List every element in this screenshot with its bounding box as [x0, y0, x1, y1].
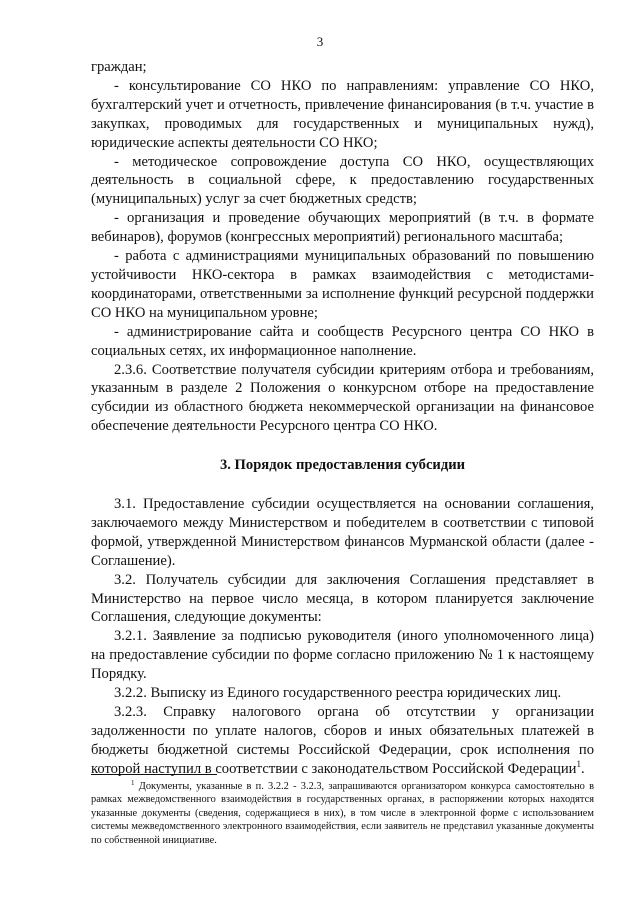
paragraph-3-2-3-text: 3.2.3. Справку налогового органа об отсутствии у организации задолженности по уплате налогов, сборов и иных обязательных платежей в бюджеты бюджетной системы Российской Федерации, срок исполнения по которой наступил в соответствии с законодательством Российской Федерации	[91, 704, 594, 777]
list-item-methodical-support: - методическое сопровождение доступа СО НКО, осуществляющих деятельность в социальной сфере, к предоставлению государственных (муниципальных) услуг за счет бюджетных средств;	[91, 153, 594, 208]
footnote-text: Документы, указанные в п. 3.2.2 - 3.2.3, запрашиваются организатором конкурса самостоятельно в рамках межведомственного взаимодействия в государственных органах, в распоряжении которых находятся указанные документы (сведения, содержащиеся в них), в том числе в электронной форме с использованием системы межведомственного электронного взаимодействия, если заявитель не представил указанные документы по собственной инициативе.	[91, 781, 594, 846]
footnote-reference: 1	[576, 758, 581, 769]
document-body	[91, 58, 594, 779]
list-item-training-events: - организация и проведение обучающих мероприятий (в т.ч. в формате вебинаров), форумов (конгрессных мероприятий) регионального масштаба;	[91, 210, 594, 246]
list-item-municipal-work: - работа с администрациями муниципальных образований по повышению устойчивости НКО-сектора в рамках взаимодействия с методистами-координаторами, ответственными за исполнение функций ресурсной поддержки СО НКО на муниципальном уровне;	[91, 248, 594, 321]
list-item-consulting: - консультирование СО НКО по направлениям: управление СО НКО, бухгалтерский учет и отчетность, привлечение финансирования (в т.ч. участие в закупках, проводимых для государственных и муниципальных нужд), юридические аспекты деятельности СО НКО;	[91, 77, 594, 151]
footnote	[91, 780, 594, 847]
list-item-site-administration: - администрирование сайта и сообществ Ресурсного центра СО НКО в социальных сетях, их информационное наполнение.	[91, 323, 594, 359]
page-number: 3	[316, 34, 324, 49]
paragraph-3-1: 3.1. Предоставление субсидии осуществляется на основании соглашения, заключаемого между Министерством и победителем в соответствии с типовой формой, утвержденной Министерством финансов Мурманской области (далее - Соглашение).	[91, 496, 594, 569]
paragraph-3-2-1: 3.2.1. Заявление за подписью руководителя (иного уполномоченного лица) на предоставление субсидии по форме согласно приложению № 1 к настоящему Порядку.	[91, 628, 594, 683]
paragraph-continuation: граждан;	[91, 59, 147, 75]
footnote-divider	[91, 774, 217, 775]
paragraph-2-3-6: 2.3.6. Соответствие получателя субсидии критериям отбора и требованиям, указанным в разделе 2 Положения о конкурсном отборе на предоставление субсидии из областного бюджета некоммерческой организации на финансовое обеспечение деятельности Ресурсного центра СО НКО.	[91, 361, 594, 435]
section-heading: 3. Порядок предоставления субсидии	[219, 457, 466, 474]
footnote-marker: 1	[131, 778, 135, 787]
paragraph-3-2-2: 3.2.2. Выписку из Единого государственного реестра юридических лиц.	[114, 685, 562, 702]
paragraph-3-2: 3.2. Получатель субсидии для заключения Соглашения представляет в Министерство на первое число месяца, в котором планируется заключение Соглашения, следующие документы:	[91, 571, 594, 626]
paragraph-3-2-3	[91, 703, 594, 779]
paragraph-3-2-3-end: .	[581, 760, 585, 777]
